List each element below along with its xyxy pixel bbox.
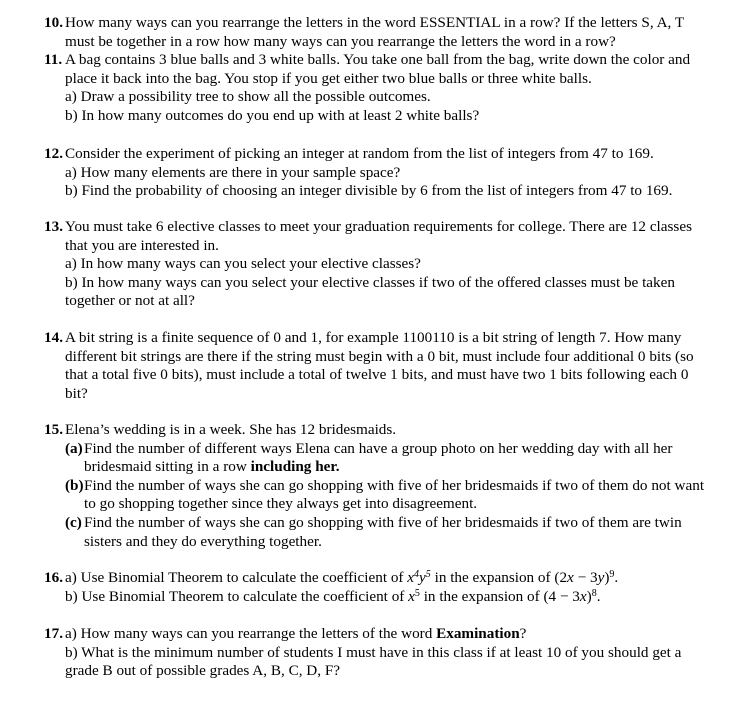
problem-number: 13. (44, 218, 63, 235)
part-label: (c) (65, 513, 82, 531)
part-label: (a) (65, 439, 83, 457)
part-a: a) Draw a possibility tree to show all the possible outcomes. (65, 88, 431, 106)
problem-text: You must take 6 elective classes to meet your graduation requirements for college. There are 12 classes that you are interested in. (65, 218, 692, 254)
part-b: b) Find the probability of choosing an integer divisible by 6 from the list of integers from 47 to 169. (65, 182, 673, 200)
problem-number: 17. (44, 625, 63, 642)
part-b: b) Use Binomial Theorem to calculate the coefficient of $x^5$ in the expansion of $(4 - 3x)^8$. (65, 587, 601, 605)
problem-11 (44, 51, 714, 125)
problem-text: Consider the experiment of picking an integer at random from the list of integers from 47 to 169. (65, 145, 654, 162)
part-b: b) In how many outcomes do you end up with at least 2 white balls? (65, 106, 480, 124)
part-b: b) What is the minimum number of students I must have in this class if at least 10 of you should get a grade B out of possible grades A, B, C, D, F? (65, 643, 682, 680)
problem-17 (44, 625, 714, 681)
part-b: b) In how many ways can you select your elective classes if two of the offered classes must be taken together or not at all? (65, 273, 675, 310)
problem-text: Elena’s wedding is in a week. She has 12 bridesmaids. (65, 421, 397, 438)
emphasis-text: including her (250, 458, 336, 476)
part-label: (b) (65, 476, 84, 494)
problem-text: How many ways can you rearrange the letters in the word ESSENTIAL in a row? If the letters S, A, T must be together in a row how many ways can you rearrange the letters the word in a row? (65, 14, 684, 50)
problem-16 (44, 569, 714, 606)
problem-number: 16. (44, 569, 63, 586)
problem-number: 11. (44, 51, 63, 68)
emphasis-text: Examination (436, 625, 520, 642)
part-c: (c) Find the number of ways she can go shopping with five of her bridesmaids if two of them are twin sisters and they do everything together. (65, 513, 682, 550)
part-a: a) In how many ways can you select your elective classes? (65, 255, 421, 273)
math-expression: $(2x - 3y)^9$. (554, 569, 619, 586)
part-a: (a) Find the number of different ways Elena can have a group photo on her wedding day with all her bridesmaid sitting in a row including her. (65, 439, 673, 476)
problem-number: 10. (44, 14, 63, 31)
problem-number: 12. (44, 145, 63, 162)
problem-number: 14. (44, 329, 63, 346)
math-term: $x^5$ (408, 587, 420, 605)
problem-14 (44, 329, 714, 403)
problem-text: A bag contains 3 blue balls and 3 white balls. You take one ball from the bag, write down the color and place it back into the bag. You stop if you get either two blue balls or three white balls. (65, 51, 691, 87)
part-a: a) Use Binomial Theorem to calculate the coefficient of $x^4y^5$ in the expansion of $(2x - 3y)^9$. (65, 569, 619, 586)
part-a: a) How many elements are there in your sample space? (65, 163, 401, 181)
problem-12 (44, 145, 714, 201)
problem-text: A bit string is a finite sequence of 0 and 1, for example 1100110 is a bit string of length 7. How many different bit strings are there if the string must begin with a 0 bit, must include four additional 0 bits (so that a total five 0 bits), must include a total of twelve 1 bits, and must have two 1 bits following each 0 bit? (65, 329, 694, 402)
part-a: a) How many ways can you rearrange the letters of the word Examination? (65, 625, 527, 642)
math-expression: $(4 - 3x)^8$. (543, 587, 601, 605)
problem-number: 15. (44, 421, 63, 438)
problem-10 (44, 14, 714, 51)
problem-15 (44, 421, 714, 551)
part-b: (b) Find the number of ways she can go shopping with five of her bridesmaids if two of them do not want to go shopping together since they always get into disagreement. (65, 476, 705, 513)
problem-13 (44, 218, 714, 311)
math-term: $x^4y^5$ (407, 569, 431, 586)
